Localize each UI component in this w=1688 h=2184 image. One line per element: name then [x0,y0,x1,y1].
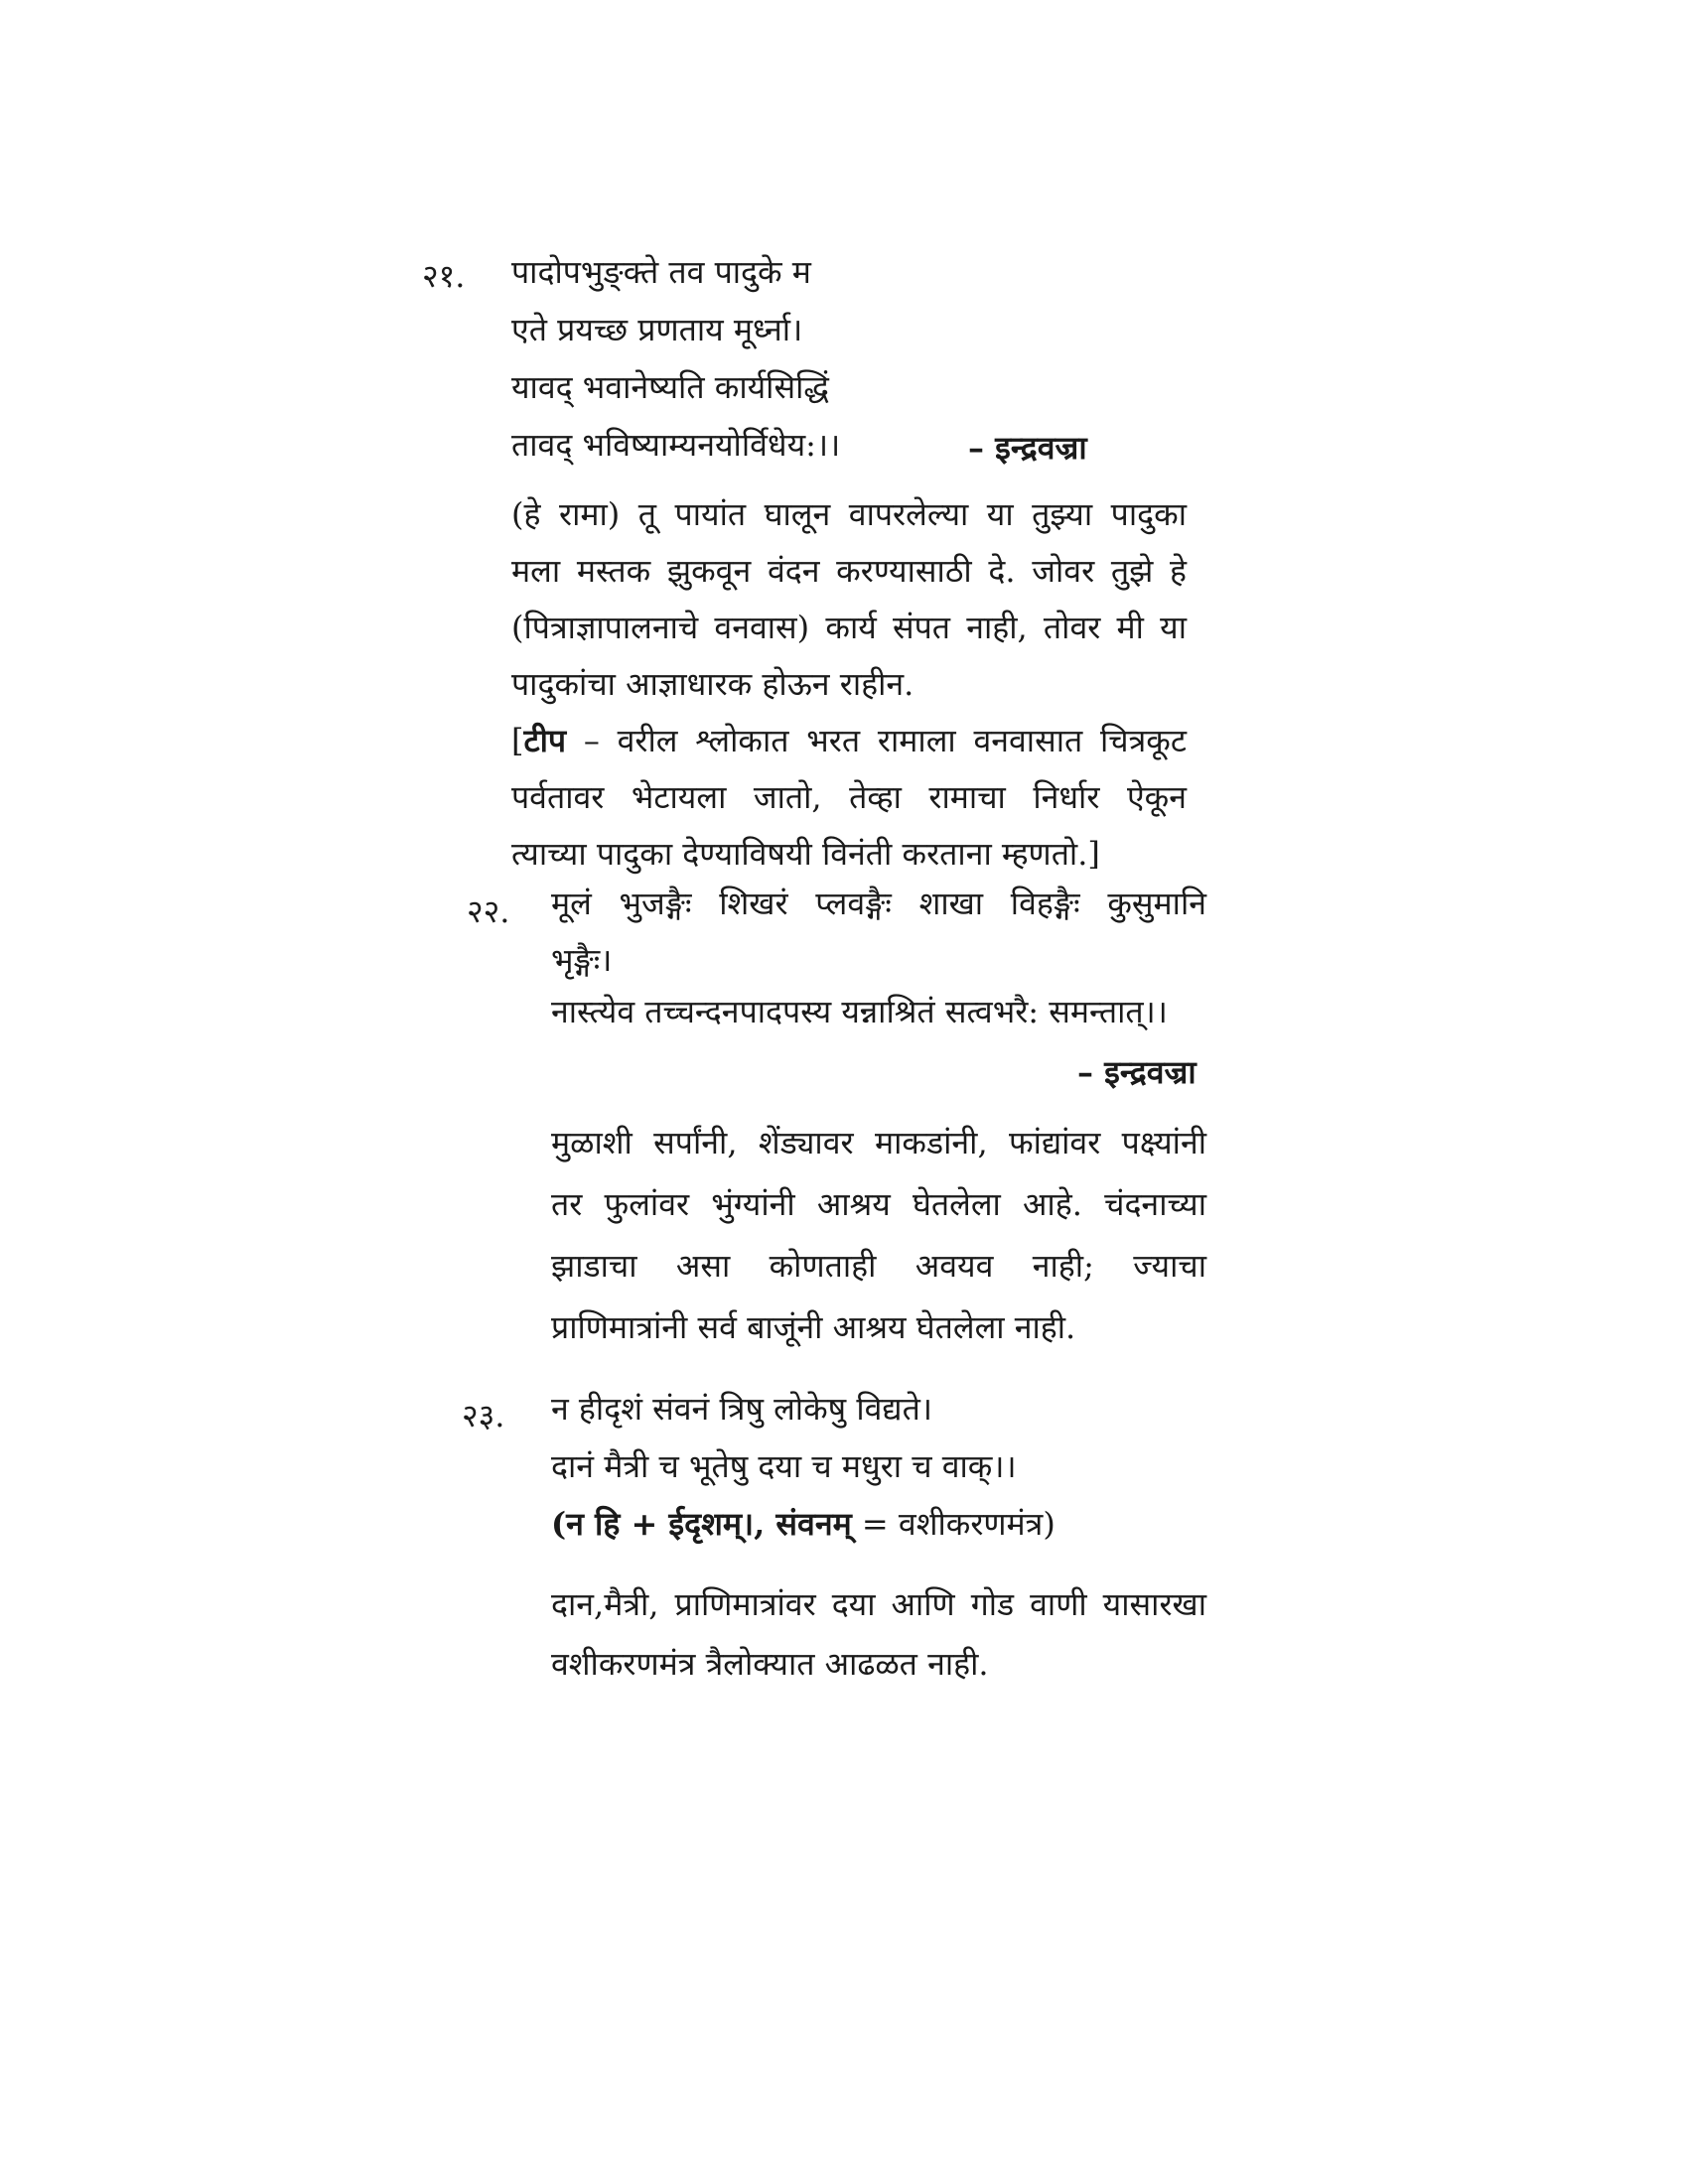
verse-21-translation [511,486,1187,713]
verse-21-note-line-2: पर्वतावर भेटायला जातो, तेव्हा रामाचा निर्धार ऐकून [511,778,1187,816]
verse-23-gloss-bold: (न हि + ईदृशम्।, संवनम् [551,1505,852,1543]
verse-23-gloss-rest: = वशीकरणमंत्र) [851,1505,1055,1543]
verse-23-line-1: न हीदृशं संवनं त्रिषु लोकेषु विद्यते। [551,1390,932,1428]
verse-21-line-1: पादोपभुङ्क्ते तव पादुके म [511,253,811,291]
verse-21-line-2: एते प्रयच्छ प्रणताय मूर्ध्ना। [511,311,803,348]
verse-22-number: २२. [467,892,510,930]
verse-21-number: २१. [422,257,466,295]
verse-21-translation-line-4: पादुकांचा आज्ञाधारक होऊन राहीन. [511,665,914,703]
note-label: टीप [523,722,567,759]
verse-21-translation-line-1: (हे रामा) तू पायांत घालून वापरलेल्या या तुझ्या पादुका [511,495,1187,533]
verse-23-translation-line-1: दान,मैत्री, प्राणिमात्रांवर दया आणि गोड वाणी यासारखा [551,1585,1206,1623]
verse-23-translation-line-2: वशीकरणमंत्र त्रैलोक्यात आढळत नाही. [551,1645,989,1683]
verse-22-line-1: मूलं भुजङ्गैः शिखरं प्लवङ्गैः शाखा विहङ्गैः कुसुमानि [551,885,1206,922]
verse-22-translation-line-4: प्राणिमात्रांनी सर्व बाजूंनी आश्रय घेतलेला नाही. [551,1308,1076,1346]
verse-22-meter: – इन्द्रवज्रा [1077,1053,1196,1091]
verse-23-line-2: दानं मैत्री च भूतेषु दया च मधुरा च वाक्।। [551,1447,1017,1485]
verse-21-line-3: यावद् भवानेष्यति कार्यसिद्धिं [511,368,829,406]
verse-21-translation-line-2: मला मस्तक झुकवून वंदन करण्यासाठी दे. जोवर तुझे हे [511,552,1187,590]
verse-22-translation-line-2: तर फुलांवर भुंग्यांनी आश्रय घेतलेला आहे. चंदनाच्या [551,1185,1206,1223]
verse-22-verse [551,876,1206,989]
verse-23-gloss [551,1505,1055,1543]
verse-21-meter: – इन्द्रवज्रा [968,429,1087,467]
verse-21-translation-line-3: (पित्राज्ञापालनाचे वनवास) कार्य संपत नाही, तोवर मी या [511,609,1187,646]
verse-22-translation-line-1: मुळाशी सर्पांनी, शेंड्यावर माकडांनी, फांद्यांवर पक्ष्यांनी [551,1124,1206,1161]
verse-21-line-4: तावद् भविष्याम्यनयोर्विधेय:।। [511,426,841,464]
verse-23-number: २३. [462,1397,505,1434]
verse-22-translation [551,1112,1206,1358]
verse-22-line-2: भृङ्गैः। [551,941,613,979]
verse-22-translation-line-3: झाडाचा असा कोणताही अवयव नाही; ज्याचा [551,1247,1206,1285]
verse-22-line-3: नास्त्येव तच्चन्दनपादपस्य यन्नाश्रितं सत्वभरै: समन्तात्।। [551,993,1168,1030]
verse-21-note [511,713,1187,883]
verse-21-note-line-1: [टीप – वरील श्लोकात भरत रामाला वनवासात चित्रकूट [511,722,1187,759]
verse-23-translation [551,1574,1206,1694]
verse-21-note-line-3: त्याच्या पादुका देण्याविषयी विनंती करताना म्हणतो.] [511,835,1100,873]
